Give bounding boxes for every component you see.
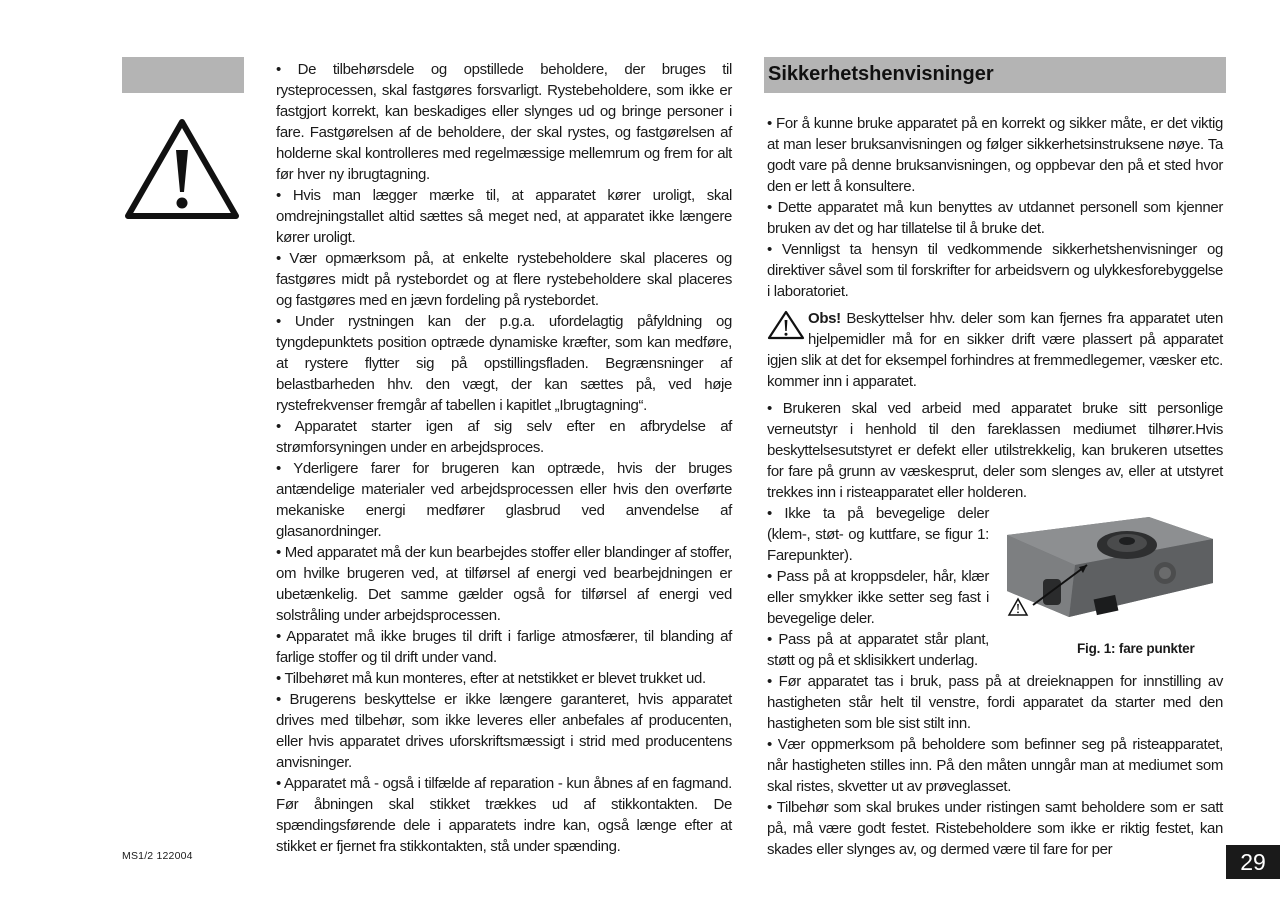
paragraph: • Vær oppmerksom på beholdere som befinner seg på risteapparatet, når hastigheten stilles inn. På den måten unngår man at mediumet som skal ristes, skvetter ut av prøveglasset.	[767, 736, 1223, 795]
section-heading: Sikkerhetshenvisninger	[764, 57, 1226, 93]
warning-triangle-icon	[122, 116, 242, 222]
paragraph: • Apparatet starter igen af sig selv efter en afbrydelse af strømforsyningen under en arbejdsproces.	[276, 418, 732, 456]
paragraph: • Før apparatet tas i bruk, pass på at dreieknappen for innstilling av hastigheten står helt til venstre, fordi apparatet da starter med den hastigheten som ble sist stilt inn.	[767, 673, 1223, 732]
gray-header-bar	[122, 57, 244, 93]
paragraph: • Tilbehør som skal brukes under ristingen samt beholdere som er satt på, må være godt festet. Ristebeholdere som ikke er riktig festet, kan skades eller slynges av, og dermed være til fare for per	[767, 799, 1223, 858]
paragraph: • Med apparatet må der kun bearbejdes stoffer eller blandinger af stoffer, om hvilke brugeren ved, at tilførsel af energi ved bearbejdningen er ubetænkelig. Det samme gælder også for tilførsel af energi ved solstråling under arbejdsprocessen.	[276, 544, 732, 624]
paragraph: • Apparatet må ikke bruges til drift i farlige atmosfærer, til blanding af farlige stoffer og til drift under vand.	[276, 628, 732, 666]
paragraph: • Vennligst ta hensyn til vedkommende sikkerhetshenvisninger og direktiver såvel som til forskrifter for arbeidsvern og ulykkesforebyggelse i laboratoriet.	[767, 241, 1223, 300]
paragraph: • Pass på at apparatet står plant, støtt og på et sklisikkert underlag.	[767, 631, 989, 669]
paragraph: • Tilbehøret må kun monteres, efter at netstikket er blevet trukket ud.	[276, 670, 706, 687]
paragraph: • For å kunne bruke apparatet på en korrekt og sikker måte, er det viktig at man leser bruksanvisningen og følger sikkerhetsinstruksene nøye. Ta godt vare på denne bruksanvisningen, og oppbevar den på et sted hvor den er lett å konsultere.	[767, 115, 1223, 195]
page-number: 29	[1226, 845, 1280, 879]
right-column	[767, 113, 1223, 860]
paragraph: • Ikke ta på bevegelige deler (klem-, støt- og kuttfare, se figur 1: Farepunkter).	[767, 505, 989, 564]
paragraph: • Brugerens beskyttelse er ikke længere garanteret, hvis apparatet drives med tilbehør, som ikke leveres eller anbefales af producenten, eller hvis apparatet drives uforskriftsmæssigt i strid med producentens anvisninger.	[276, 691, 732, 771]
paragraph: • Pass på at kroppsdeler, hår, klær eller smykker ikke setter seg fast i bevegelige deler.	[767, 568, 989, 627]
obs-text: Beskyttelser hhv. deler som kan fjernes fra apparatet uten hjelpemidler må for en sikker drift være plassert på apparatet igjen slik at det for eksempel forhindres at fremmedlegemer, væsker etc. kommer inn i apparatet.	[767, 310, 1223, 390]
paragraph: • Yderligere farer for brugeren kan optræde, hvis der bruges antændelige materialer ved arbejdsprocessen eller hvis den overførte mekaniske energi medfører glasbrud ved anvendelse af glasanordninger.	[276, 460, 732, 540]
shaker-device-illustration	[999, 505, 1223, 641]
figure-hazard-points	[999, 505, 1223, 661]
warning-triangle-small-icon	[767, 310, 805, 340]
left-column	[276, 59, 732, 857]
paragraph: • Hvis man lægger mærke til, at apparatet kører uroligt, skal omdrejningstallet altid sættes så meget ned, at apparatet ikke længere kører uroligt.	[276, 187, 732, 246]
paragraph: • Brukeren skal ved arbeid med apparatet bruke sitt personlige verneutstyr i henhold til den fareklassen mediumet tilhører.Hvis beskyttelsesutstyret er defekt eller utilstrekkelig, kan brukeren utsettes for fare på grunn av væskesprut, deler som slenges av, eller at utstyret trekkes inn i risteapparatet eller holderen.	[767, 400, 1223, 501]
paragraph: • Apparatet må - også i tilfælde af reparation - kun åbnes af en fagmand. Før åbningen skal stikket trækkes ud af stikkontakten. De spændingsførende dele i apparatets indre kan, også længe efter at stikket er fjernet fra stikkontakten, stå under spænding.	[276, 775, 732, 855]
paragraph: • Vær opmærksom på, at enkelte rystebeholdere skal placeres og fastgøres midt på rystebordet og at flere rystebeholdere skal placeres og fastgøres med en jævn fordeling på rystebordet.	[276, 250, 732, 309]
paragraph: • De tilbehørsdele og opstillede beholdere, der bruges til rysteprocessen, skal fastgøres forsvarligt. Rystebeholdere, som ikke er fastgjort korrekt, kan beskadiges eller slynges ud og bringe personer i fare. Fastgørelsen af de beholdere, der skal rystes, og fastgørelsen af holderne skal kontrolleres med regelmæssige mellemrum og frem for alt før hver ny ibrugtagning.	[276, 61, 732, 183]
figure-caption: Fig. 1: fare punkter	[1077, 641, 1195, 656]
obs-label: Obs!	[808, 310, 841, 327]
paragraph: • Under rystningen kan der p.g.a. ufordelagtig påfyldning og tyngdepunktets position optræde dynamiske kræfter, som kan medføre, at rystere flytter sig på opstillingsfladen. Begrænsninger af belastbarheden hhv. den vægt, der kan sættes på, ved høje rystefrekvenser fremgår af tabellen i kapitlet „Ibrugtagning“.	[276, 313, 732, 414]
document-code: MS1/2 122004	[122, 850, 193, 862]
hazard-triangle-icon	[1007, 597, 1029, 617]
obs-notice	[767, 308, 1223, 392]
paragraph: • Dette apparatet må kun benyttes av utdannet personell som kjenner bruken av det og har tillatelse til å bruke det.	[767, 199, 1223, 237]
